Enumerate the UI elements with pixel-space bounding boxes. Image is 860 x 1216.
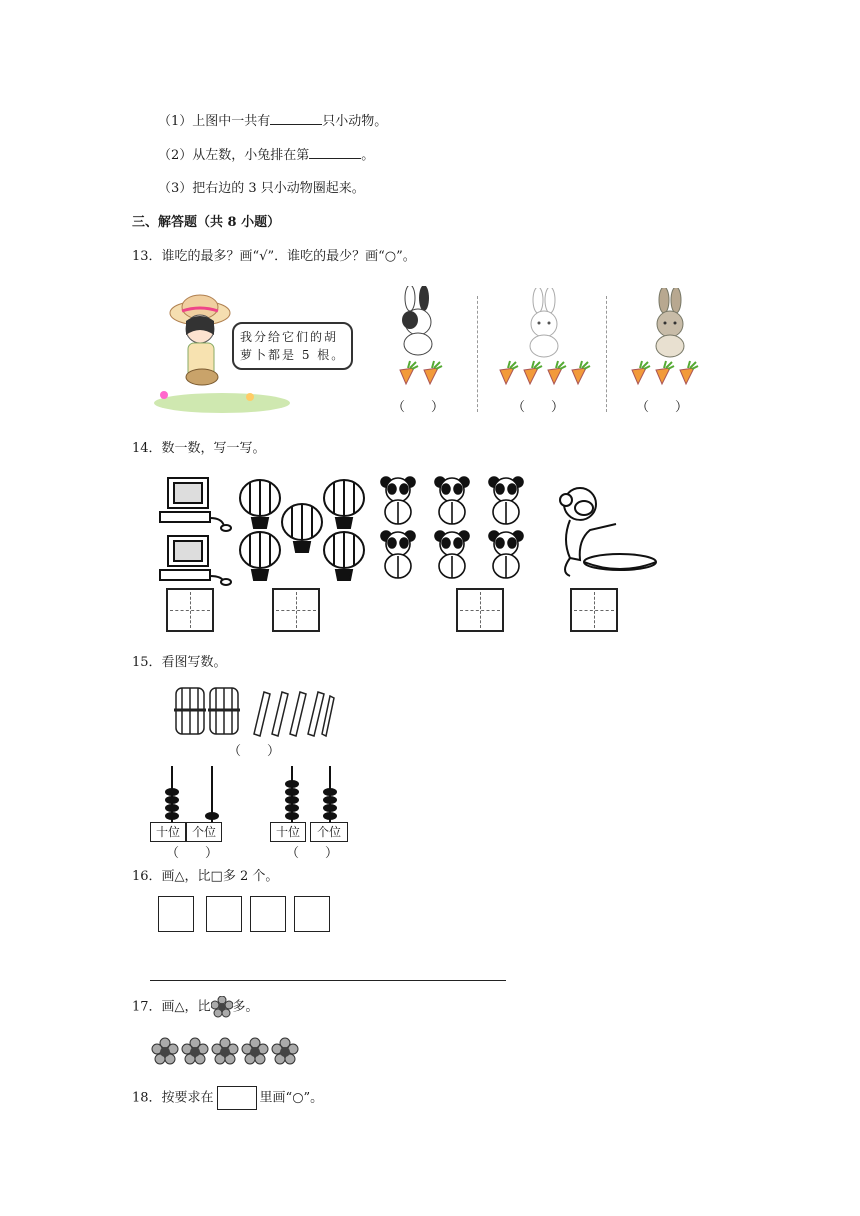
answer-line[interactable]	[150, 980, 506, 981]
abacus-bead	[323, 812, 337, 820]
speech-bubble	[232, 322, 353, 370]
divider	[606, 296, 607, 412]
answer-blank[interactable]	[270, 112, 322, 125]
flowers-row	[150, 1036, 306, 1068]
panda-icon	[489, 477, 523, 524]
abacus-bead	[323, 796, 337, 804]
question-text: 多。	[232, 999, 259, 1015]
carrot-row-1	[396, 360, 444, 390]
carrot-icon	[548, 361, 566, 384]
rabbit-2	[514, 288, 574, 358]
sticks-picture	[172, 682, 336, 740]
abacus-bead	[323, 804, 337, 812]
carrot-icon	[632, 361, 650, 384]
abacus-2	[270, 764, 376, 822]
carrot-icon	[400, 361, 418, 384]
carrot-icon	[500, 361, 518, 384]
panda-icon	[381, 477, 415, 524]
monkey-picture	[540, 480, 660, 580]
abacus-bead	[165, 796, 179, 804]
carrot-row-3	[628, 360, 700, 390]
carrot-icon	[680, 361, 698, 384]
question-text: 17．画△，比	[132, 999, 211, 1015]
answer-paren[interactable]: （ ）	[166, 846, 219, 861]
answer-paren[interactable]: （ ）	[636, 400, 689, 415]
question-text: （2）从左数，小兔排在第	[158, 148, 310, 163]
abacus-bead	[205, 812, 219, 820]
pandas-picture	[374, 474, 534, 586]
abacus-bead	[323, 788, 337, 796]
place-value-ones: 个位	[186, 822, 222, 842]
abacus-bead	[165, 788, 179, 796]
question-text: 里画“○”。	[259, 1090, 324, 1106]
square	[158, 896, 194, 932]
answer-blank[interactable]	[309, 146, 361, 159]
answer-paren[interactable]: （ ）	[512, 400, 565, 415]
panda-icon	[489, 531, 523, 578]
abacus-bead	[285, 780, 299, 788]
panda-icon	[435, 477, 469, 524]
answer-box[interactable]	[166, 588, 214, 632]
question-text: （1）上图中一共有	[158, 114, 271, 129]
flower-icon	[211, 996, 233, 1018]
divider	[477, 296, 478, 412]
flower-icon	[152, 1038, 178, 1064]
place-value-tens: 十位	[150, 822, 186, 842]
section-heading: 三、解答题（共 8 小题）	[132, 215, 281, 230]
bubble-line: 我分给它们的胡	[240, 330, 339, 344]
abacus-bead	[285, 804, 299, 812]
abacus-bead	[165, 812, 179, 820]
abacus-1	[150, 764, 256, 822]
carrot-icon	[424, 361, 442, 384]
flower-icon	[182, 1038, 208, 1064]
carrot-icon	[656, 361, 674, 384]
square	[206, 896, 242, 932]
place-value-tens: 十位	[270, 822, 306, 842]
answer-box[interactable]	[272, 588, 320, 632]
square	[250, 896, 286, 932]
answer-box[interactable]	[570, 588, 618, 632]
question-16: 16．画△，比□多 2 个。	[132, 869, 279, 884]
place-value-ones: 个位	[310, 822, 348, 842]
question-18	[132, 1086, 323, 1110]
flower-icon	[242, 1038, 268, 1064]
question-text: 18．按要求在	[132, 1090, 214, 1106]
rabbit-3	[640, 288, 700, 358]
carrot-row-2	[496, 360, 592, 390]
question-17	[132, 996, 259, 1018]
computers-picture	[150, 474, 232, 586]
abacus-bead	[165, 804, 179, 812]
lanterns-picture	[236, 474, 366, 586]
question-part-1	[158, 112, 387, 131]
question-14: 14．数一数，写一写。	[132, 441, 266, 456]
answer-paren[interactable]: （ ）	[392, 400, 445, 415]
abacus-bead	[285, 788, 299, 796]
question-part-2	[158, 146, 374, 165]
flower-icon	[272, 1038, 298, 1064]
question-text: 只小动物。	[322, 114, 388, 129]
abacus-bead	[285, 812, 299, 820]
answer-paren[interactable]: （ ）	[286, 846, 339, 861]
question-13: 13．谁吃的最多？画“√”．谁吃的最少？画“○”。	[132, 249, 416, 264]
carrot-icon	[572, 361, 590, 384]
carrot-icon	[524, 361, 542, 384]
answer-box[interactable]	[456, 588, 504, 632]
question-15: 15．看图写数。	[132, 655, 227, 670]
answer-paren[interactable]: （ ）	[228, 744, 281, 759]
rabbit-1	[388, 286, 448, 358]
abacus-bead	[285, 796, 299, 804]
panda-icon	[381, 531, 415, 578]
flower-icon	[212, 1038, 238, 1064]
question-text: 。	[361, 148, 375, 163]
bubble-line: 萝卜都是 5 根。	[240, 348, 346, 362]
square	[294, 896, 330, 932]
inline-box[interactable]	[217, 1086, 257, 1110]
panda-icon	[435, 531, 469, 578]
question-part-3: （3）把右边的 3 只小动物圈起来。	[158, 181, 365, 196]
